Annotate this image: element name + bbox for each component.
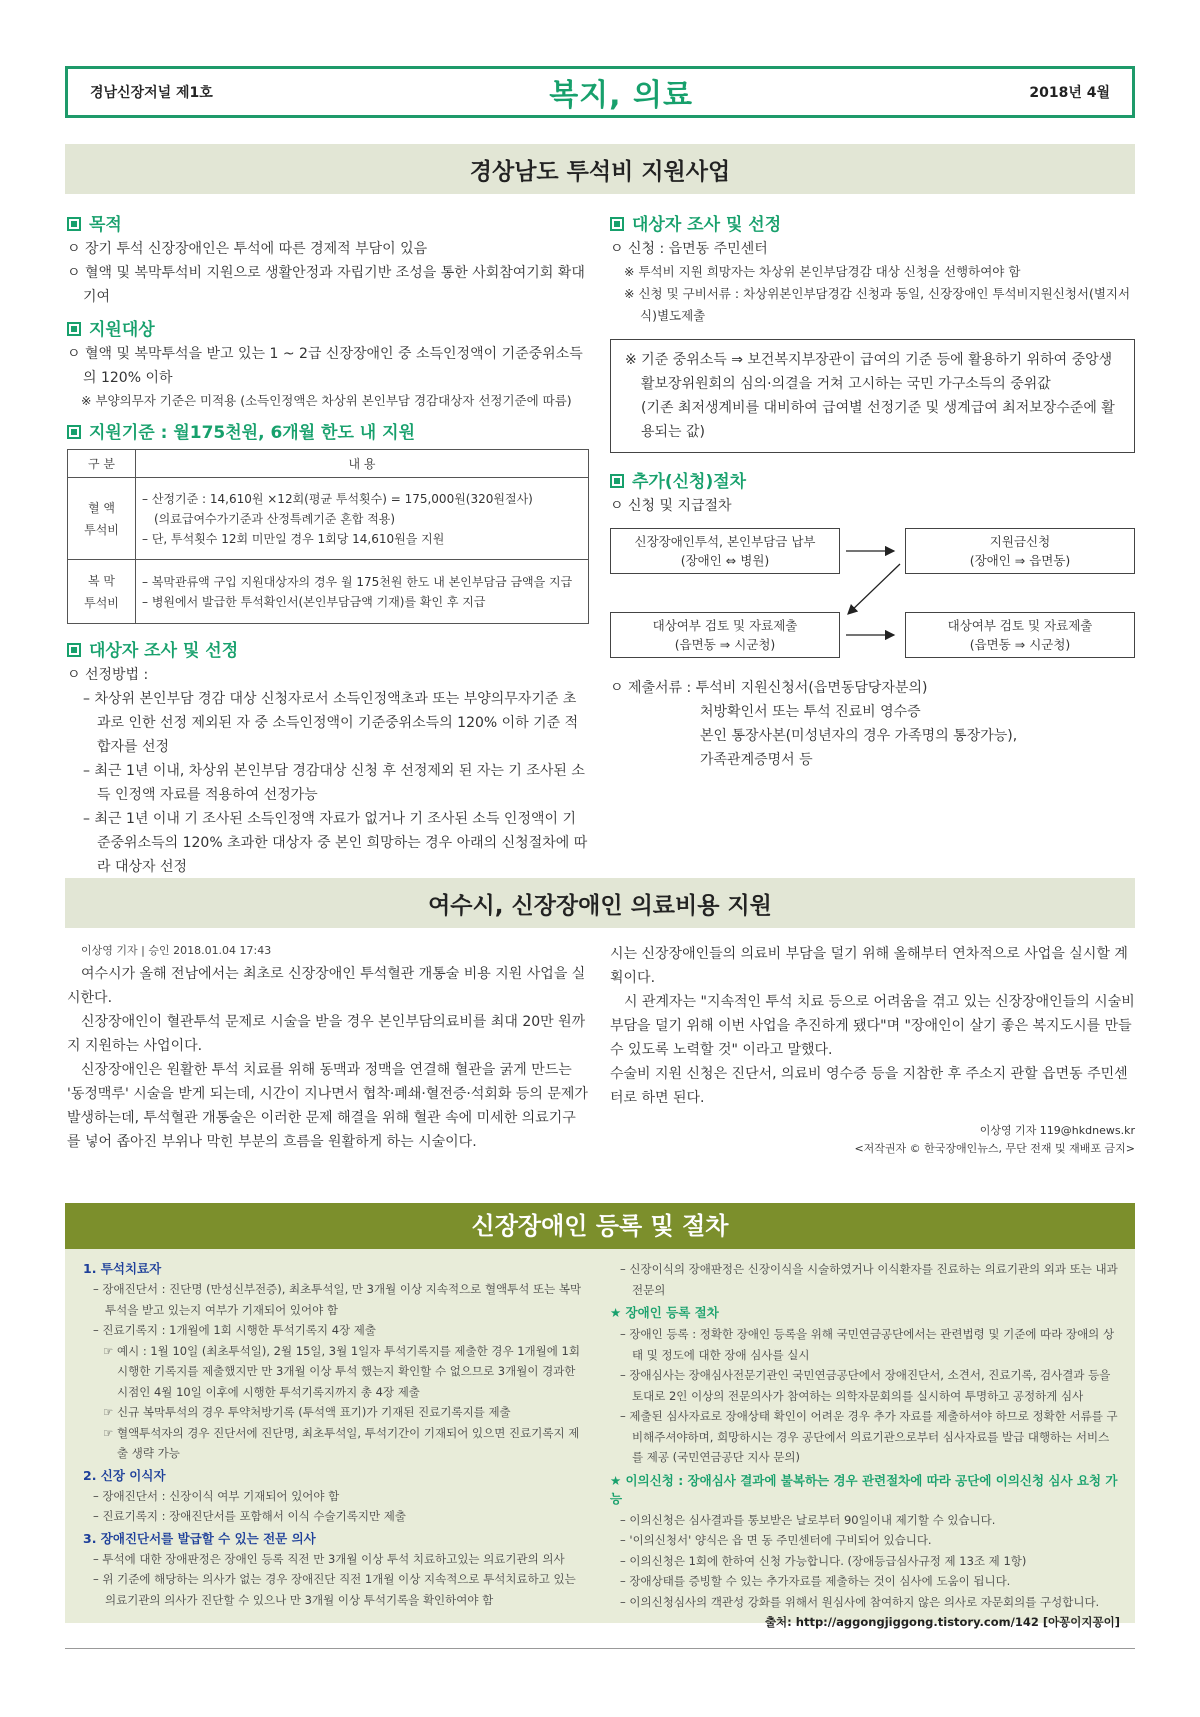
procedure-intro: ㅇ 신청 및 지급절차 — [610, 498, 732, 514]
footer-divider — [65, 1648, 1135, 1649]
target-item: ㅇ 혈액 및 복막투석을 받고 있는 1 ~ 2급 신장장애인 중 소득인정액이 기준중위소득의 120% 이하 — [67, 346, 583, 386]
table-cell-key: 복 막 투석비 — [68, 560, 136, 624]
selection-right-heading: 대상자 조사 및 선정 — [610, 210, 1135, 235]
registration-right-column: – 신장이식의 장애판정은 신장이식을 시술하였거나 이식환자를 진료하는 의료기관의 외과 또는 내과 전문의 ★ 장애인 등록 절차 – 장애인 등록 : 정확한 장애인 등록을 위해 국민연금공단에서는 관련법령 및 기준에 따라 장애의 상태 및 정도에 대한 장애 심사를 실시 – 장애심사는 장애심사전문기관인 국민연금공단에서 장애진단서, 소견서, 진료기록, 검사결과 등을 토대로 2인 이상의 전문의사가 참여하는 의학자문회의를 실시하여 투명하고 공정하게 심사 – 제출된 심사자료로 장애상태 확인이 어려운 경우 추가 자료를 제출하셔야 하므로 정확한 서류를 구비해주셔야하며, 희망하시는 경우 공단에서 의료기관으로부터 심사자료를 발급 대행하는 서비스를 제공 (국민연금공단 지사 문의) ★ 이의신청 : 장애심사 결과에 불복하는 경우 관련절차에 따라 공단에 이의신청 심사 요청 가능 – 이의신청은 심사결과를 통보받은 날로부터 90일이내 제기할 수 있습니다. – '이의신청서' 양식은 읍 면 동 주민센터에 구비되어 있습니다. – 이의신청은 1회에 한하여 신청 가능합니다. (장애등급심사규정 제 13조 제 1항) – 장애상태를 증빙할 수 있는 추가자료를 제출하는 것이 심사에 도움이 됩니다. – 이의신청심사의 객관성 강화를 위해서 원심사에 참여하지 않은 의사로 자문회의를 구성합니다. 출처: http://aggongjiggong.tistory.com/142 [아꽁이지꽁이] — [610, 1259, 1120, 1633]
square-bullet-icon — [610, 474, 624, 488]
paragraph: 시는 신장장애인들의 의료비 부담을 덜기 위해 올해부터 연차적으로 사업을 실시할 계획이다. — [610, 946, 1128, 986]
table-row — [68, 560, 589, 624]
purpose-item: ㅇ 장기 투석 신장장애인은 투석에 따른 경제적 부담이 있음 — [67, 241, 428, 257]
registration-box — [65, 1203, 1135, 1629]
square-bullet-icon — [67, 425, 81, 439]
registration-left-column: 1. 투석치료자 – 장애진단서 : 진단명 (만성신부전증), 최초투석일, 만 3개월 이상 지속적으로 혈액투석 또는 복막투석을 받고 있는지 여부가 기재되어 있어야 함 – 진료기록지 : 1개월에 1회 시행한 투석기록지 4장 제출 ☞ 예시 : 1월 10일 (최초투석일), 2월 15일, 3월 1일자 투석기록지를 제출한 경우 1개월에 1회 시행한 기록지를 제출했지만 만 3개월 이상 투석 했는지 확인할 수 없으므로 3개월이 경과한 시점인 4월 10일 이후에 시행한 투석기록지까지 총 4장 제출 ☞ 신규 복막투석의 경우 투약처방기록 (투석액 표기)가 기재된 진료기록지를 제출 ☞ 혈액투석자의 경우 진단서에 진단명, 최초투석일, 투석기간이 기재되어 있으면 진료기록지 제출 생략 가능 2. 신장 이식자 – 장애진단서 : 신장이식 여부 기재되어 있어야 함 – 진료기록지 : 장애진단서를 포함해서 이식 수술기록지만 제출 3. 장애진단서를 발급할 수 있는 전문 의사 – 투석에 대한 장애판정은 장애인 등록 직전 만 3개월 이상 투석 치료하고있는 의료기관의 의사 – 위 기준에 해당하는 의사가 없는 경우 장애진단 직전 1개월 이상 지속적으로 투석치료하고 있는 의료기관의 의사가 진단할 수 있으나 만 3개월 이상 투석기록을 확인하여야 함 — [83, 1259, 588, 1610]
paragraph: 신장장애인이 혈관투석 문제로 시술을 받을 경우 본인부담의료비를 최대 20만 원까지 지원하는 사업이다. — [67, 1014, 586, 1054]
flow-step-2: 지원금신청 (장애인 ⇒ 읍면동) — [905, 528, 1135, 574]
purpose-heading: 목적 — [67, 210, 589, 235]
flow-step-1: 신장장애인투석, 본인부담금 납부 (장애인 ⇔ 병원) — [610, 528, 840, 574]
subheading: ★ 장애인 등록 절차 — [610, 1305, 719, 1320]
table-cell-key: 혈 액 투석비 — [68, 478, 136, 560]
journal-issue: 경남신장저널 제1호 — [90, 85, 213, 101]
article1-right-column — [610, 204, 1135, 772]
article2-right-column — [610, 942, 1135, 1158]
square-bullet-icon — [67, 217, 81, 231]
paragraph: 시 관계자는 "지속적인 투석 치료 등으로 어려움을 겪고 있는 신장장애인들의 시술비 부담을 덜기 위해 이번 사업을 추진하게 됐다"며 "장애인이 살기 좋은 복지도시를 만들 수 있도록 노력할 것" 이라고 말했다. — [610, 994, 1135, 1058]
source-link[interactable]: 출처: http://aggongjiggong.tistory.com/142 [아꽁이지꽁이] — [764, 1615, 1120, 1629]
table-header: 내 용 — [136, 450, 589, 478]
table-row — [68, 478, 589, 560]
article2-title: 여수시, 신장장애인 의료비용 지원 — [65, 878, 1135, 928]
subheading: ★ 이의신청 : 장애심사 결과에 불복하는 경우 관련절차에 따라 공단에 이의신청 심사 요청 가능 — [610, 1472, 1118, 1506]
subheading: 1. 투석치료자 — [83, 1261, 162, 1276]
square-bullet-icon — [610, 217, 624, 231]
paragraph: 여수시가 올해 전남에서는 최초로 신장장애인 투석혈관 개통술 비용 지원 사업을 실시한다. — [67, 966, 586, 1006]
square-bullet-icon — [67, 322, 81, 336]
flow-step-4: 대상여부 검토 및 자료제출 (읍면동 ⇒ 시군청) — [905, 612, 1135, 658]
subheading: 3. 장애진단서를 발급할 수 있는 전문 의사 — [83, 1530, 316, 1546]
selection-item: – 최근 1년 이내, 차상위 본인부담 경감대상 신청 후 선정제외 된 자는 기 조사된 소득 인정액 자료를 적용하여 선정가능 — [83, 763, 585, 803]
flow-arrows — [610, 522, 1135, 664]
selection-item: – 차상위 본인부담 경감 대상 신청자로서 소득인정액초과 또는 부양의무자기준 초과로 인한 선정 제외된 자 중 소득인정액이 기준중위소득의 120% 이하 기준 적합자를 선정 — [83, 691, 579, 755]
byline: 이상영 기자 | 승인 2018.01.04 17:43 — [81, 944, 272, 957]
subheading: 2. 신장 이식자 — [83, 1467, 166, 1483]
apply-item: ㅇ 신청 : 읍면동 주민센터 — [610, 241, 768, 257]
procedure-flowchart — [610, 522, 1135, 664]
required-documents: ㅇ 제출서류 : 투석비 지원신청서(읍면동담당자분의) 처방확인서 또는 투석 진료비 영수증 본인 통장사본(미성년자의 경우 가족명의 통장가능), 가족관계증명서 등 — [610, 680, 1018, 768]
table-cell-value: – 복막관류액 구입 지원대상자의 경우 월 175천원 한도 내 본인부담금 금액을 지급 – 병원에서 발급한 투석확인서(본인부담금액 기재)를 확인 후 지급 — [136, 560, 589, 624]
article3-title: 신장장애인 등록 및 절차 — [65, 1203, 1135, 1249]
table-cell-value: – 산정기준 : 14,610원 ×12회(평균 투석횟수) = 175,000원(320원절사) (의료급여수가기준과 산정특례기준 혼합 적용) – 단, 투석횟수 12회 미만일 경우 1회당 14,610원을 지원 — [136, 478, 589, 560]
article2-left-column — [67, 942, 589, 1154]
author-signature: 이상영 기자 119@hkdnews.kr — [979, 1124, 1135, 1137]
paragraph: 신장장애인은 원활한 투석 치료를 위해 동맥과 정맥을 연결해 혈관을 굵게 만드는 '동정맥루' 시술을 받게 되는데, 시간이 지나면서 협착·폐쇄·혈전증·석회화 등의 문제가 발생하는데, 투석혈관 개통술은 이러한 문제 해결을 위해 혈관 속에 미세한 의료기구를 넣어 좁아진 부위나 막힌 부분의 흐름을 원활하게 하는 시술이다. — [67, 1062, 588, 1150]
page-header — [65, 66, 1135, 118]
target-heading: 지원대상 — [67, 315, 589, 340]
apply-note: ※ 신청 및 구비서류 : 차상위본인부담경감 신청과 동일, 신장장애인 투석비지원신청서(별지서식)별도제출 — [624, 286, 1131, 323]
median-income-note-box: ※ 기준 중위소득 ⇒ 보건복지부장관이 급여의 기준 등에 활용하기 위하여 중앙생활보장위원회의 심의·의결을 거쳐 고시하는 국민 가구소득의 중위값 (기존 최저생계비를 대비하여 급여별 선정기준 및 생계급여 최저보장수준에 활용되는 값) — [610, 339, 1135, 453]
standard-heading: 지원기준 : 월175천원, 6개월 한도 내 지원 — [67, 418, 589, 443]
selection-intro: ㅇ 선정방법 : — [67, 667, 149, 683]
square-bullet-icon — [67, 643, 81, 657]
article1-left-column — [67, 204, 589, 879]
section-title: 복지, 의료 — [549, 78, 693, 113]
selection-item: – 최근 1년 이내 기 조사된 소득인정액 자료가 없거나 기 조사된 소득 인정액이 기준중위소득의 120% 초과한 대상자 중 본인 희망하는 경우 아래의 신청절차에 따라 대상자 선정 — [83, 811, 588, 875]
selection-heading: 대상자 조사 및 선정 — [67, 636, 589, 661]
paragraph: 수술비 지원 신청은 진단서, 의료비 영수증 등을 지참한 후 주소지 관할 읍면동 주민센터로 하면 된다. — [610, 1066, 1128, 1106]
table-header: 구 분 — [68, 450, 136, 478]
purpose-item: ㅇ 혈액 및 복막투석비 지원으로 생활안정과 자립기반 조성을 통한 사회참여기회 확대기여 — [67, 265, 585, 305]
target-note: ※ 부양의무자 기준은 미적용 (소득인정액은 차상위 본인부담 경감대상자 선정기준에 따름) — [81, 393, 572, 408]
issue-date: 2018년 4월 — [1029, 85, 1110, 101]
procedure-heading: 추가(신청)절차 — [610, 467, 1135, 492]
copyright-notice: <저작권자 © 한국장애인뉴스, 무단 전재 및 재배포 금지> — [854, 1142, 1135, 1155]
flow-step-3: 대상여부 검토 및 자료제출 (읍면동 ⇒ 시군청) — [610, 612, 840, 658]
support-standard-table — [67, 449, 589, 624]
apply-note: ※ 투석비 지원 희망자는 차상위 본인부담경감 대상 신청을 선행하여야 함 — [624, 264, 1021, 279]
article1-title: 경상남도 투석비 지원사업 — [65, 144, 1135, 194]
